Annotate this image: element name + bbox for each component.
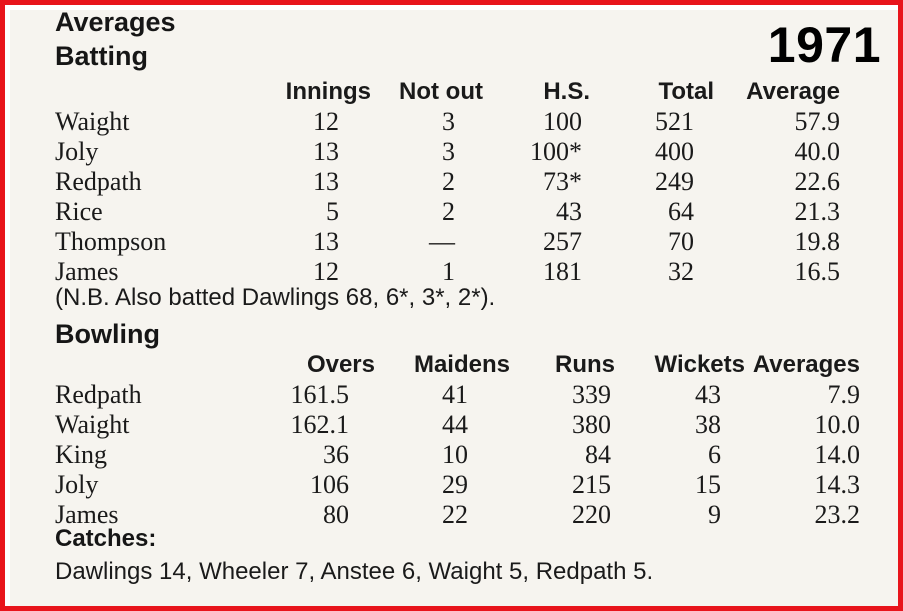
bowling-header-averages: Averages xyxy=(752,351,860,378)
bowling-cell-runs: 380 xyxy=(572,410,611,439)
batting-cell-name: James xyxy=(55,257,119,286)
batting-row xyxy=(55,107,840,137)
scanned-page xyxy=(10,7,903,611)
bowling-header-wickets: Wickets xyxy=(654,351,745,378)
bowling-cell-average: 14.3 xyxy=(814,470,860,499)
bowling-row xyxy=(55,410,860,440)
batting-header-total: Total xyxy=(658,78,714,105)
bowling-cell-overs: 162.1 xyxy=(290,410,349,439)
batting-cell-not-out: 2 xyxy=(442,197,455,226)
batting-cell-not-out: — xyxy=(429,227,455,256)
batting-header-row xyxy=(55,77,840,107)
bowling-cell-average: 14.0 xyxy=(814,440,860,469)
batting-cell-total: 400 xyxy=(655,137,694,166)
bowling-cell-average: 23.2 xyxy=(814,500,860,529)
batting-cell-hs: 100* xyxy=(530,137,582,166)
batting-row xyxy=(55,137,840,167)
bowling-body xyxy=(55,380,860,530)
bowling-cell-runs: 215 xyxy=(572,470,611,499)
batting-cell-name: Redpath xyxy=(55,167,142,196)
bowling-cell-name: King xyxy=(55,440,107,469)
batting-row xyxy=(55,167,840,197)
batting-header-name xyxy=(55,77,260,107)
bowling-cell-wickets: 43 xyxy=(695,380,721,409)
batting-header-hs: H.S. xyxy=(543,78,590,105)
bowling-row xyxy=(55,440,860,470)
bowling-cell-average: 10.0 xyxy=(814,410,860,439)
bowling-cell-name: Redpath xyxy=(55,380,142,409)
batting-heading: Batting xyxy=(55,41,148,71)
batting-cell-total: 64 xyxy=(668,197,694,226)
batting-cell-innings: 13 xyxy=(313,167,339,196)
bowling-header-runs: Runs xyxy=(555,351,615,378)
bowling-cell-wickets: 15 xyxy=(695,470,721,499)
batting-cell-name: Rice xyxy=(55,197,103,226)
bowling-cell-wickets: 9 xyxy=(708,500,721,529)
batting-cell-name: Waight xyxy=(55,107,130,136)
bowling-row xyxy=(55,380,860,410)
batting-cell-total: 249 xyxy=(655,167,694,196)
bowling-table xyxy=(55,350,860,530)
batting-cell-average: 21.3 xyxy=(794,197,840,226)
bowling-cell-overs: 36 xyxy=(323,440,349,469)
bowling-row xyxy=(55,470,860,500)
bowling-cell-overs: 106 xyxy=(310,470,349,499)
batting-cell-hs: 181 xyxy=(543,257,582,286)
catches-heading: Catches: xyxy=(55,525,157,552)
bowling-cell-maidens: 41 xyxy=(442,380,468,409)
bowling-cell-maidens: 10 xyxy=(442,440,468,469)
batting-header-not-out: Not out xyxy=(399,78,483,105)
bowling-cell-name: Waight xyxy=(55,410,130,439)
bowling-cell-name: James xyxy=(55,500,119,529)
bowling-header-name xyxy=(55,350,240,380)
batting-row xyxy=(55,227,840,257)
batting-cell-innings: 5 xyxy=(326,197,339,226)
bowling-cell-runs: 339 xyxy=(572,380,611,409)
catches-list: Dawlings 14, Wheeler 7, Anstee 6, Waight 5, Redpath 5. xyxy=(55,558,654,585)
batting-cell-not-out: 2 xyxy=(442,167,455,196)
bowling-cell-runs: 84 xyxy=(585,440,611,469)
batting-cell-average: 57.9 xyxy=(794,107,840,136)
bowling-cell-wickets: 38 xyxy=(695,410,721,439)
batting-cell-average: 40.0 xyxy=(794,137,840,166)
bowling-header-maidens: Maidens xyxy=(413,351,510,378)
batting-cell-innings: 12 xyxy=(313,107,339,136)
batting-body xyxy=(55,107,840,287)
bowling-header-row xyxy=(55,350,860,380)
batting-cell-total: 32 xyxy=(668,257,694,286)
batting-cell-average: 16.5 xyxy=(794,257,840,286)
batting-cell-innings: 13 xyxy=(313,137,339,166)
batting-note: (N.B. Also batted Dawlings 68, 6*, 3*, 2*). xyxy=(55,284,496,311)
bowling-cell-maidens: 22 xyxy=(442,500,468,529)
batting-cell-not-out: 1 xyxy=(442,257,455,286)
batting-cell-total: 70 xyxy=(668,227,694,256)
batting-cell-hs: 257 xyxy=(543,227,582,256)
bowling-cell-overs: 161.5 xyxy=(290,380,349,409)
batting-table xyxy=(55,77,840,287)
bowling-cell-runs: 220 xyxy=(572,500,611,529)
batting-header-innings: Innings xyxy=(285,78,371,105)
bowling-header-overs: Overs xyxy=(306,351,375,378)
batting-cell-hs: 73* xyxy=(543,167,582,196)
batting-row xyxy=(55,257,840,287)
batting-cell-hs: 100 xyxy=(543,107,582,136)
bowling-heading: Bowling xyxy=(55,319,160,349)
batting-cell-average: 22.6 xyxy=(794,167,840,196)
batting-cell-total: 521 xyxy=(655,107,694,136)
batting-cell-not-out: 3 xyxy=(442,137,455,166)
batting-row xyxy=(55,197,840,227)
bowling-cell-overs: 80 xyxy=(323,500,349,529)
batting-cell-hs: 43 xyxy=(556,197,582,226)
batting-cell-innings: 13 xyxy=(313,227,339,256)
batting-header-average: Average xyxy=(746,78,840,105)
bowling-cell-average: 7.9 xyxy=(827,380,860,409)
batting-cell-not-out: 3 xyxy=(442,107,455,136)
bowling-cell-maidens: 29 xyxy=(442,470,468,499)
batting-cell-name: Joly xyxy=(55,137,99,166)
bowling-cell-name: Joly xyxy=(55,470,99,499)
bowling-row xyxy=(55,500,860,530)
year-label: 1971 xyxy=(767,17,881,73)
batting-cell-name: Thompson xyxy=(55,227,167,256)
bowling-cell-maidens: 44 xyxy=(442,410,468,439)
averages-heading: Averages xyxy=(55,7,176,37)
batting-cell-innings: 12 xyxy=(313,257,339,286)
bowling-cell-wickets: 6 xyxy=(708,440,721,469)
batting-cell-average: 19.8 xyxy=(794,227,840,256)
